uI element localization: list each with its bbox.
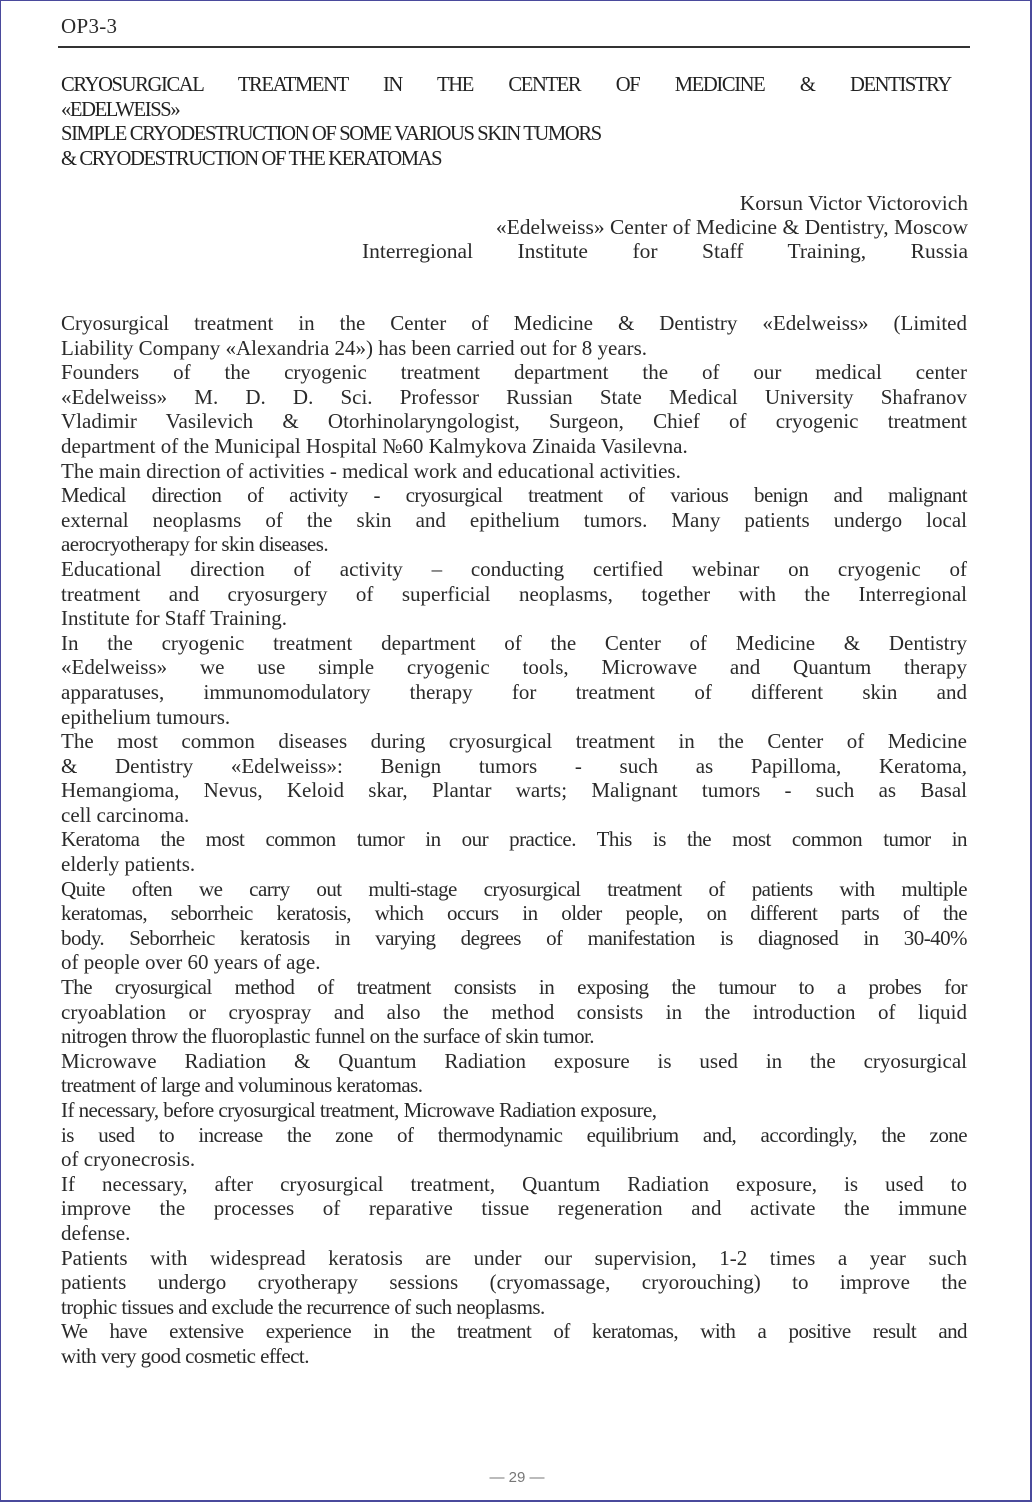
title-line: «EDELWEISS» (61, 96, 180, 121)
author-affiliation: «Edelweiss» Center of Medicine & Dentistry, Moscow (495, 215, 968, 239)
body-line: «Edelweiss» M. D. D. Sci. Professor Russian State Medical University Shafranov (61, 384, 967, 409)
body-line: Institute for Staff Training. (61, 606, 287, 631)
body-line: department of the Municipal Hospital №60 Kalmykova Zinaida Vasilevna. (61, 433, 688, 458)
article-body (61, 311, 967, 1369)
article-title (61, 72, 951, 170)
body-line: «Edelweiss» we use simple cryogenic tools, Microwave and Quantum therapy (61, 655, 967, 680)
body-line: apparatuses, immunomodulatory therapy for treatment of different skin and (61, 679, 967, 704)
author-affiliation: Interregional Institute for Staff Training, Russia (362, 239, 968, 263)
body-line: Liability Company «Alexandria 24») has been carried out for 8 years. (61, 335, 648, 360)
body-line: The main direction of activities - medical work and educational activities. (61, 458, 681, 483)
body-line: Cryosurgical treatment in the Center of Medicine & Dentistry «Edelweiss» (Limited (61, 311, 967, 335)
body-line: improve the processes of reparative tissue regeneration and activate the immune (61, 1196, 967, 1221)
title-line: CRYOSURGICAL TREATMENT IN THE CENTER OF MEDICINE & DENTISTRY (61, 72, 951, 96)
title-line: & CRYODESTRUCTION OF THE KERATOMAS (61, 145, 442, 170)
body-line: Hemangioma, Nevus, Keloid skar, Plantar warts; Malignant tumors - such as Basal (61, 778, 967, 803)
body-line: is used to increase the zone of thermodynamic equilibrium and, accordingly, the zone (61, 1122, 967, 1147)
body-line: keratomas, seborrheic keratosis, which occurs in older people, on different parts of the (61, 901, 967, 926)
section-code: OP3-3 (61, 14, 118, 38)
body-line: Medical direction of activity - cryosurgical treatment of various benign and malignant (61, 483, 967, 508)
author-name: Korsun Victor Victorovich (739, 191, 968, 215)
body-line: trophic tissues and exclude the recurrence of such neoplasms. (61, 1294, 545, 1319)
body-line: If necessary, after cryosurgical treatment, Quantum Radiation exposure, is used to (61, 1171, 967, 1196)
body-line: epithelium tumours. (61, 704, 231, 729)
body-line: of people over 60 years of age. (61, 950, 321, 975)
body-line: cell carcinoma. (61, 802, 190, 827)
body-line: We have extensive experience in the treatment of keratomas, with a positive result and (61, 1319, 967, 1344)
body-line: If necessary, before cryosurgical treatment, Microwave Radiation exposure, (61, 1098, 657, 1122)
body-line: Vladimir Vasilevich & Otorhinolaryngologist, Surgeon, Chief of cryogenic treatment (61, 409, 967, 434)
author-block (362, 191, 968, 263)
body-line: patients undergo cryotherapy sessions (cryomassage, cryorouching) to improve the (61, 1270, 967, 1295)
body-line: The cryosurgical method of treatment consists in exposing the tumour to a probes for (61, 975, 967, 1000)
body-line: Keratoma the most common tumor in our practice. This is the most common tumor in (61, 827, 967, 852)
body-line: of cryonecrosis. (61, 1147, 196, 1172)
body-line: body. Seborrheic keratosis in varying degrees of manifestation is diagnosed in 30-40% (61, 925, 967, 950)
header-rule (58, 46, 970, 48)
body-line: treatment of large and voluminous keratomas. (61, 1073, 423, 1098)
body-line: Quite often we carry out multi-stage cryosurgical treatment of patients with multiple (61, 876, 967, 901)
body-line: treatment and cryosurgery of superficial neoplasms, together with the Interregional (61, 581, 967, 606)
body-line: Microwave Radiation & Quantum Radiation exposure is used in the cryosurgical (61, 1048, 967, 1073)
body-line: with very good cosmetic effect. (61, 1343, 309, 1368)
body-line: Educational direction of activity – conducting certified webinar on cryogenic of (61, 556, 967, 581)
body-line: cryoablation or cryospray and also the method consists in the introduction of liquid (61, 999, 967, 1024)
body-line: The most common diseases during cryosurgical treatment in the Center of Medicine (61, 729, 967, 754)
body-line: defense. (61, 1220, 131, 1245)
body-line: external neoplasms of the skin and epithelium tumors. Many patients undergo local (61, 507, 967, 532)
body-line: nitrogen throw the fluoroplastic funnel on the surface of skin tumor. (61, 1024, 594, 1049)
body-line: aerocryotherapy for skin diseases. (61, 532, 329, 557)
body-line: Patients with widespread keratosis are under our supervision, 1-2 times a year such (61, 1245, 967, 1270)
page-number: — 29 — (489, 1469, 545, 1486)
body-line: elderly patients. (61, 852, 196, 877)
body-line: & Dentistry «Edelweiss»: Benign tumors - such as Papilloma, Keratoma, (61, 753, 967, 778)
title-line: SIMPLE CRYODESTRUCTION OF SOME VARIOUS SKIN TUMORS (61, 121, 601, 145)
body-line: Founders of the cryogenic treatment department the of our medical center (61, 360, 967, 385)
body-line: In the cryogenic treatment department of the Center of Medicine & Dentistry (61, 630, 967, 655)
